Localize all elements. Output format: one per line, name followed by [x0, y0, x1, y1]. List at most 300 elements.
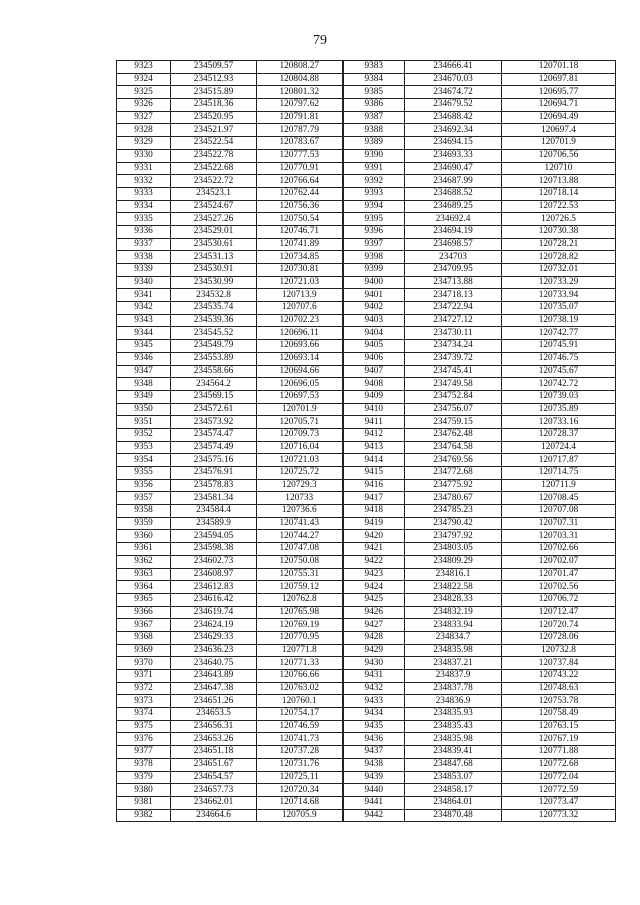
y-coord-left-cell: 120733: [257, 492, 343, 505]
x-coord-right-cell: 234698.57: [405, 238, 502, 251]
table-row: [117, 340, 616, 353]
x-coord-right-cell: 234834.7: [405, 631, 502, 644]
y-coord-right-cell: 120702.66: [502, 543, 616, 556]
point-id-left-cell: 9336: [117, 225, 171, 238]
x-coord-right-cell: 234769.56: [405, 454, 502, 467]
y-coord-right-cell: 120701.47: [502, 568, 616, 581]
point-id-left-cell: 9358: [117, 505, 171, 518]
point-id-right-cell: 9393: [343, 187, 405, 200]
table-row: [117, 631, 616, 644]
x-coord-left-cell: 234527.26: [171, 213, 257, 226]
point-id-left-cell: 9369: [117, 644, 171, 657]
y-coord-right-cell: 120743.22: [502, 670, 616, 683]
table-row: [117, 352, 616, 365]
x-coord-right-cell: 234780.67: [405, 492, 502, 505]
point-id-left-cell: 9334: [117, 200, 171, 213]
y-coord-left-cell: 120755.31: [257, 568, 343, 581]
x-coord-left-cell: 234581.34: [171, 492, 257, 505]
table-row: [117, 302, 616, 315]
y-coord-left-cell: 120693.14: [257, 352, 343, 365]
x-coord-left-cell: 234512.93: [171, 73, 257, 86]
point-id-right-cell: 9434: [343, 708, 405, 721]
table-row: [117, 264, 616, 277]
y-coord-right-cell: 120714.75: [502, 467, 616, 480]
y-coord-right-cell: 120732.8: [502, 644, 616, 657]
x-coord-left-cell: 234584.4: [171, 505, 257, 518]
point-id-right-cell: 9398: [343, 251, 405, 264]
x-coord-right-cell: 234709.95: [405, 264, 502, 277]
y-coord-right-cell: 120730.38: [502, 225, 616, 238]
x-coord-right-cell: 234835.43: [405, 720, 502, 733]
x-coord-left-cell: 234564.2: [171, 378, 257, 391]
y-coord-right-cell: 120697.81: [502, 73, 616, 86]
x-coord-left-cell: 234574.47: [171, 428, 257, 441]
point-id-right-cell: 9419: [343, 517, 405, 530]
point-id-left-cell: 9359: [117, 517, 171, 530]
x-coord-left-cell: 234654.57: [171, 771, 257, 784]
x-coord-left-cell: 234535.74: [171, 302, 257, 315]
point-id-right-cell: 9421: [343, 543, 405, 556]
x-coord-right-cell: 234727.12: [405, 314, 502, 327]
x-coord-left-cell: 234509.57: [171, 61, 257, 74]
point-id-right-cell: 9417: [343, 492, 405, 505]
table-row: [117, 454, 616, 467]
x-coord-right-cell: 234847.68: [405, 758, 502, 771]
table-row: [117, 467, 616, 480]
x-coord-right-cell: 234692.34: [405, 124, 502, 137]
x-coord-left-cell: 234656.31: [171, 720, 257, 733]
table-row: [117, 695, 616, 708]
table-row: [117, 555, 616, 568]
table-row: [117, 73, 616, 86]
y-coord-left-cell: 120769.19: [257, 619, 343, 632]
point-id-left-cell: 9327: [117, 111, 171, 124]
y-coord-right-cell: 120706.56: [502, 149, 616, 162]
y-coord-left-cell: 120762.44: [257, 187, 343, 200]
y-coord-left-cell: 120777.53: [257, 149, 343, 162]
y-coord-left-cell: 120721.03: [257, 276, 343, 289]
point-id-left-cell: 9361: [117, 543, 171, 556]
x-coord-right-cell: 234797.92: [405, 530, 502, 543]
table-row: [117, 276, 616, 289]
y-coord-left-cell: 120766.64: [257, 175, 343, 188]
point-id-left-cell: 9344: [117, 327, 171, 340]
point-id-left-cell: 9354: [117, 454, 171, 467]
point-id-left-cell: 9338: [117, 251, 171, 264]
x-coord-right-cell: 234853.07: [405, 771, 502, 784]
x-coord-right-cell: 234832.19: [405, 606, 502, 619]
table-row: [117, 251, 616, 264]
x-coord-right-cell: 234666.41: [405, 61, 502, 74]
point-id-right-cell: 9430: [343, 657, 405, 670]
y-coord-left-cell: 120783.67: [257, 137, 343, 150]
point-id-right-cell: 9426: [343, 606, 405, 619]
table-row: [117, 733, 616, 746]
x-coord-left-cell: 234530.91: [171, 264, 257, 277]
y-coord-left-cell: 120808.27: [257, 61, 343, 74]
x-coord-right-cell: 234694.15: [405, 137, 502, 150]
y-coord-left-cell: 120716.04: [257, 441, 343, 454]
x-coord-right-cell: 234713.88: [405, 276, 502, 289]
table-row: [117, 327, 616, 340]
point-id-left-cell: 9373: [117, 695, 171, 708]
x-coord-right-cell: 234752.84: [405, 390, 502, 403]
x-coord-right-cell: 234785.23: [405, 505, 502, 518]
point-id-left-cell: 9332: [117, 175, 171, 188]
point-id-right-cell: 9410: [343, 403, 405, 416]
x-coord-left-cell: 234651.18: [171, 746, 257, 759]
x-coord-right-cell: 234835.98: [405, 644, 502, 657]
y-coord-left-cell: 120771.33: [257, 657, 343, 670]
x-coord-left-cell: 234624.19: [171, 619, 257, 632]
y-coord-right-cell: 120694.71: [502, 99, 616, 112]
point-id-right-cell: 9403: [343, 314, 405, 327]
x-coord-right-cell: 234803.05: [405, 543, 502, 556]
table-row: [117, 720, 616, 733]
x-coord-left-cell: 234640.75: [171, 657, 257, 670]
x-coord-left-cell: 234518.36: [171, 99, 257, 112]
x-coord-left-cell: 234572.61: [171, 403, 257, 416]
point-id-right-cell: 9429: [343, 644, 405, 657]
point-id-left-cell: 9341: [117, 289, 171, 302]
x-coord-left-cell: 234524.67: [171, 200, 257, 213]
table-row: [117, 682, 616, 695]
table-row: [117, 517, 616, 530]
x-coord-left-cell: 234523.1: [171, 187, 257, 200]
y-coord-left-cell: 120729.3: [257, 479, 343, 492]
table-row: [117, 758, 616, 771]
table-row: [117, 644, 616, 657]
x-coord-left-cell: 234549.79: [171, 340, 257, 353]
x-coord-right-cell: 234833.94: [405, 619, 502, 632]
table-row: [117, 670, 616, 683]
x-coord-left-cell: 234612.83: [171, 581, 257, 594]
table-row: [117, 200, 616, 213]
y-coord-right-cell: 120708.45: [502, 492, 616, 505]
table-row: [117, 187, 616, 200]
point-id-left-cell: 9351: [117, 416, 171, 429]
point-id-right-cell: 9397: [343, 238, 405, 251]
point-id-right-cell: 9408: [343, 378, 405, 391]
table-row: [117, 809, 616, 822]
point-id-right-cell: 9407: [343, 365, 405, 378]
y-coord-left-cell: 120693.66: [257, 340, 343, 353]
point-id-left-cell: 9348: [117, 378, 171, 391]
x-coord-right-cell: 234858.17: [405, 784, 502, 797]
point-id-right-cell: 9418: [343, 505, 405, 518]
table-row: [117, 86, 616, 99]
y-coord-left-cell: 120741.73: [257, 733, 343, 746]
y-coord-left-cell: 120694.66: [257, 365, 343, 378]
x-coord-left-cell: 234653.26: [171, 733, 257, 746]
x-coord-right-cell: 234790.42: [405, 517, 502, 530]
y-coord-left-cell: 120763.02: [257, 682, 343, 695]
point-id-right-cell: 9428: [343, 631, 405, 644]
y-coord-left-cell: 120771.8: [257, 644, 343, 657]
y-coord-left-cell: 120731.76: [257, 758, 343, 771]
point-id-left-cell: 9375: [117, 720, 171, 733]
y-coord-right-cell: 120733.29: [502, 276, 616, 289]
point-id-right-cell: 9395: [343, 213, 405, 226]
point-id-right-cell: 9390: [343, 149, 405, 162]
table-row: [117, 137, 616, 150]
x-coord-right-cell: 234837.78: [405, 682, 502, 695]
x-coord-right-cell: 234764.58: [405, 441, 502, 454]
table-row: [117, 124, 616, 137]
point-id-left-cell: 9335: [117, 213, 171, 226]
y-coord-right-cell: 120703.31: [502, 530, 616, 543]
point-id-left-cell: 9323: [117, 61, 171, 74]
x-coord-right-cell: 234690.47: [405, 162, 502, 175]
y-coord-right-cell: 120739.03: [502, 390, 616, 403]
point-id-left-cell: 9350: [117, 403, 171, 416]
x-coord-left-cell: 234636.23: [171, 644, 257, 657]
x-coord-left-cell: 234573.92: [171, 416, 257, 429]
y-coord-left-cell: 120804.88: [257, 73, 343, 86]
y-coord-left-cell: 120720.34: [257, 784, 343, 797]
y-coord-right-cell: 120728.37: [502, 428, 616, 441]
point-id-left-cell: 9337: [117, 238, 171, 251]
y-coord-left-cell: 120725.11: [257, 771, 343, 784]
y-coord-right-cell: 120763.15: [502, 720, 616, 733]
y-coord-left-cell: 120770.95: [257, 631, 343, 644]
y-coord-left-cell: 120750.54: [257, 213, 343, 226]
table-row: [117, 593, 616, 606]
x-coord-left-cell: 234532.8: [171, 289, 257, 302]
y-coord-left-cell: 120746.71: [257, 225, 343, 238]
point-id-right-cell: 9440: [343, 784, 405, 797]
y-coord-right-cell: 120748.63: [502, 682, 616, 695]
point-id-right-cell: 9399: [343, 264, 405, 277]
x-coord-left-cell: 234653.5: [171, 708, 257, 721]
y-coord-right-cell: 120737.84: [502, 657, 616, 670]
point-id-right-cell: 9416: [343, 479, 405, 492]
table-row: [117, 390, 616, 403]
x-coord-left-cell: 234575.16: [171, 454, 257, 467]
point-id-left-cell: 9357: [117, 492, 171, 505]
x-coord-left-cell: 234651.67: [171, 758, 257, 771]
y-coord-left-cell: 120736.6: [257, 505, 343, 518]
table-row: [117, 784, 616, 797]
x-coord-left-cell: 234578.83: [171, 479, 257, 492]
table-row: [117, 441, 616, 454]
point-id-right-cell: 9415: [343, 467, 405, 480]
y-coord-left-cell: 120762.8: [257, 593, 343, 606]
table-row: [117, 428, 616, 441]
x-coord-right-cell: 234670.03: [405, 73, 502, 86]
point-id-right-cell: 9441: [343, 796, 405, 809]
point-id-left-cell: 9324: [117, 73, 171, 86]
table-row: [117, 149, 616, 162]
x-coord-left-cell: 234522.54: [171, 137, 257, 150]
table-row: [117, 225, 616, 238]
point-id-right-cell: 9431: [343, 670, 405, 683]
x-coord-left-cell: 234589.9: [171, 517, 257, 530]
x-coord-left-cell: 234616.42: [171, 593, 257, 606]
y-coord-right-cell: 120701.18: [502, 61, 616, 74]
y-coord-right-cell: 120724.4: [502, 441, 616, 454]
y-coord-left-cell: 120697.53: [257, 390, 343, 403]
x-coord-left-cell: 234530.61: [171, 238, 257, 251]
x-coord-right-cell: 234703: [405, 251, 502, 264]
y-coord-left-cell: 120765.98: [257, 606, 343, 619]
point-id-right-cell: 9411: [343, 416, 405, 429]
y-coord-right-cell: 120758.49: [502, 708, 616, 721]
y-coord-right-cell: 120732.01: [502, 264, 616, 277]
point-id-right-cell: 9404: [343, 327, 405, 340]
table-row: [117, 314, 616, 327]
y-coord-right-cell: 120707.08: [502, 505, 616, 518]
point-id-left-cell: 9346: [117, 352, 171, 365]
point-id-right-cell: 9425: [343, 593, 405, 606]
x-coord-right-cell: 234870.48: [405, 809, 502, 822]
point-id-left-cell: 9355: [117, 467, 171, 480]
y-coord-right-cell: 120713.88: [502, 175, 616, 188]
x-coord-right-cell: 234722.94: [405, 302, 502, 315]
y-coord-right-cell: 120710: [502, 162, 616, 175]
y-coord-right-cell: 120695.77: [502, 86, 616, 99]
point-id-left-cell: 9353: [117, 441, 171, 454]
table-row: [117, 213, 616, 226]
point-id-right-cell: 9387: [343, 111, 405, 124]
x-coord-left-cell: 234569.15: [171, 390, 257, 403]
y-coord-left-cell: 120756.36: [257, 200, 343, 213]
x-coord-left-cell: 234664.6: [171, 809, 257, 822]
y-coord-right-cell: 120726.5: [502, 213, 616, 226]
y-coord-left-cell: 120734.85: [257, 251, 343, 264]
point-id-right-cell: 9423: [343, 568, 405, 581]
y-coord-left-cell: 120750.08: [257, 555, 343, 568]
point-id-right-cell: 9439: [343, 771, 405, 784]
point-id-left-cell: 9376: [117, 733, 171, 746]
table-row: [117, 162, 616, 175]
x-coord-right-cell: 234679.52: [405, 99, 502, 112]
y-coord-left-cell: 120741.89: [257, 238, 343, 251]
x-coord-right-cell: 234694.19: [405, 225, 502, 238]
point-id-right-cell: 9427: [343, 619, 405, 632]
point-id-left-cell: 9342: [117, 302, 171, 315]
point-id-left-cell: 9370: [117, 657, 171, 670]
x-coord-right-cell: 234759.15: [405, 416, 502, 429]
point-id-left-cell: 9372: [117, 682, 171, 695]
point-id-left-cell: 9363: [117, 568, 171, 581]
x-coord-right-cell: 234809.29: [405, 555, 502, 568]
y-coord-left-cell: 120707.6: [257, 302, 343, 315]
x-coord-left-cell: 234520.95: [171, 111, 257, 124]
x-coord-right-cell: 234687.99: [405, 175, 502, 188]
point-id-left-cell: 9330: [117, 149, 171, 162]
x-coord-right-cell: 234762.48: [405, 428, 502, 441]
x-coord-right-cell: 234837.21: [405, 657, 502, 670]
x-coord-left-cell: 234529.01: [171, 225, 257, 238]
x-coord-right-cell: 234688.52: [405, 187, 502, 200]
table-row: [117, 403, 616, 416]
point-id-left-cell: 9352: [117, 428, 171, 441]
x-coord-right-cell: 234837.9: [405, 670, 502, 683]
point-id-right-cell: 9438: [343, 758, 405, 771]
point-id-right-cell: 9414: [343, 454, 405, 467]
x-coord-left-cell: 234662.01: [171, 796, 257, 809]
y-coord-left-cell: 120747.08: [257, 543, 343, 556]
point-id-right-cell: 9422: [343, 555, 405, 568]
x-coord-left-cell: 234608.97: [171, 568, 257, 581]
y-coord-right-cell: 120772.68: [502, 758, 616, 771]
point-id-left-cell: 9360: [117, 530, 171, 543]
y-coord-right-cell: 120707.31: [502, 517, 616, 530]
y-coord-left-cell: 120721.03: [257, 454, 343, 467]
y-coord-right-cell: 120746.75: [502, 352, 616, 365]
point-id-left-cell: 9366: [117, 606, 171, 619]
point-id-left-cell: 9356: [117, 479, 171, 492]
point-id-right-cell: 9385: [343, 86, 405, 99]
point-id-left-cell: 9329: [117, 137, 171, 150]
y-coord-left-cell: 120725.72: [257, 467, 343, 480]
x-coord-right-cell: 234693.33: [405, 149, 502, 162]
point-id-right-cell: 9412: [343, 428, 405, 441]
point-id-right-cell: 9424: [343, 581, 405, 594]
point-id-left-cell: 9378: [117, 758, 171, 771]
y-coord-right-cell: 120745.91: [502, 340, 616, 353]
y-coord-right-cell: 120771.88: [502, 746, 616, 759]
y-coord-left-cell: 120701.9: [257, 403, 343, 416]
point-id-right-cell: 9402: [343, 302, 405, 315]
x-coord-left-cell: 234531.13: [171, 251, 257, 264]
point-id-right-cell: 9386: [343, 99, 405, 112]
y-coord-right-cell: 120773.32: [502, 809, 616, 822]
y-coord-right-cell: 120718.14: [502, 187, 616, 200]
table-row: [117, 606, 616, 619]
y-coord-right-cell: 120728.82: [502, 251, 616, 264]
x-coord-left-cell: 234530.99: [171, 276, 257, 289]
y-coord-left-cell: 120714.68: [257, 796, 343, 809]
table-row: [117, 505, 616, 518]
y-coord-left-cell: 120801.32: [257, 86, 343, 99]
point-id-left-cell: 9328: [117, 124, 171, 137]
point-id-right-cell: 9391: [343, 162, 405, 175]
table-row: [117, 111, 616, 124]
table-row: [117, 530, 616, 543]
y-coord-left-cell: 120746.59: [257, 720, 343, 733]
x-coord-right-cell: 234775.92: [405, 479, 502, 492]
table-row: [117, 365, 616, 378]
point-id-right-cell: 9436: [343, 733, 405, 746]
x-coord-left-cell: 234657.73: [171, 784, 257, 797]
y-coord-left-cell: 120759.12: [257, 581, 343, 594]
point-id-left-cell: 9345: [117, 340, 171, 353]
x-coord-left-cell: 234522.78: [171, 149, 257, 162]
point-id-right-cell: 9437: [343, 746, 405, 759]
y-coord-left-cell: 120696.11: [257, 327, 343, 340]
x-coord-right-cell: 234835.93: [405, 708, 502, 721]
point-id-left-cell: 9379: [117, 771, 171, 784]
y-coord-left-cell: 120766.66: [257, 670, 343, 683]
y-coord-left-cell: 120754.17: [257, 708, 343, 721]
x-coord-left-cell: 234574.49: [171, 441, 257, 454]
point-id-left-cell: 9349: [117, 390, 171, 403]
x-coord-right-cell: 234839.41: [405, 746, 502, 759]
y-coord-left-cell: 120696.05: [257, 378, 343, 391]
table-row: [117, 657, 616, 670]
y-coord-left-cell: 120702.23: [257, 314, 343, 327]
point-id-right-cell: 9405: [343, 340, 405, 353]
point-id-right-cell: 9401: [343, 289, 405, 302]
x-coord-right-cell: 234835.98: [405, 733, 502, 746]
point-id-left-cell: 9365: [117, 593, 171, 606]
point-id-left-cell: 9368: [117, 631, 171, 644]
table-row: [117, 796, 616, 809]
point-id-left-cell: 9380: [117, 784, 171, 797]
y-coord-right-cell: 120728.21: [502, 238, 616, 251]
